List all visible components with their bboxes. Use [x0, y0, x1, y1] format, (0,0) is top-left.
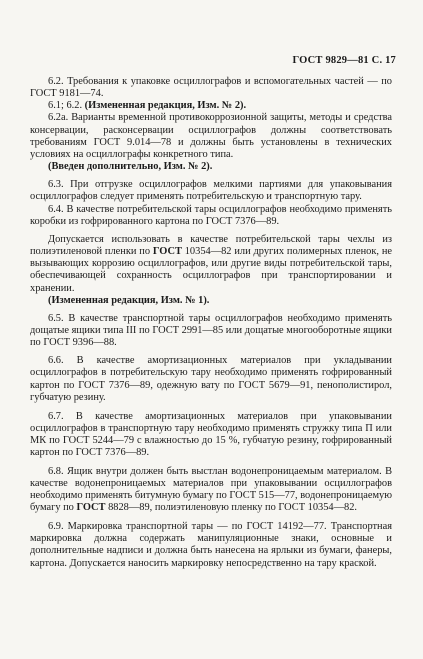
page-header: ГОСТ 9829—81 С. 17: [292, 55, 396, 66]
paragraph: [30, 355, 392, 404]
bold-text: ГОСТ: [152, 246, 182, 258]
text-run: 8828—89, полиэтиленовую пленку по ГОСТ 10354—82.: [105, 502, 357, 513]
text-run: 10354—82 или других полимерных пленок, не вызывающих коррозию осциллографов, или другие виды потребительской тары, обеспечивающей сохранность осциллографов при транспортировании и хранении.: [30, 246, 392, 294]
paragraph: [30, 234, 392, 295]
bold-text: (Измененная редакция, Изм. № 1).: [48, 294, 210, 306]
text-run: 6.5. В качестве транспортной тары осциллографов необходимо применять дощатые ящики типа III по ГОСТ 2991—85 или дощатые многооборотные ящики по ГОСТ 9396—88.: [30, 312, 392, 349]
paragraph: [30, 204, 392, 228]
paragraph: [30, 313, 392, 349]
paragraph: [30, 100, 392, 112]
bold-text: ГОСТ: [76, 502, 106, 513]
paragraph: [30, 521, 392, 570]
paragraph: [30, 112, 392, 161]
text-run: 6.1; 6.2.: [48, 100, 85, 112]
text-run: 6.6. В качестве амортизационных материалов при укладывании осциллографов в потребительскую тару необходимо применять гофрированный картон по ГОСТ 7376—89, одежную вату по ГОСТ 5679—91, пенополистирол, губчатую резину.: [30, 355, 392, 403]
bold-text: (Введен дополнительно, Изм. № 2).: [48, 161, 213, 173]
text-run: 6.9. Маркировка транспортной тары — по ГОСТ 14192—77. Транспортная маркировка должна содержать манипуляционные знаки, основные и дополнительные надписи и должна быть нанесена на ярлыки из бумаги, фанеры, картона. Допускается наносить маркировку непосредственно на тару краской.: [30, 521, 392, 569]
paragraph: [30, 466, 392, 515]
text-run: 6.4. В качестве потребительской тары осциллографов необходимо применять коробки из гофрированного картона по ГОСТ 7376—89.: [30, 203, 392, 227]
paragraph: [30, 161, 392, 173]
text-run: 6.2. Требования к упаковке осциллографов и вспомогательных частей — по ГОСТ 9181—74.: [30, 76, 392, 100]
document-body: [30, 76, 392, 570]
paragraph: [30, 411, 392, 460]
bold-text: (Измененная редакция, Изм. № 2).: [84, 100, 247, 112]
paragraph: [30, 179, 392, 203]
text-run: Допускается использовать в качестве потребительской тары чехлы из полиэтиленовой пленки по: [30, 233, 392, 258]
text-run: 6.8. Ящик внутри должен быть выстлан водонепроницаемым материалом. В качестве водонепроницаемых материалов при упаковывании осциллографов необходимо применять битумную бумагу по ГОСТ 515—77, водонепроницаемую бумагу по: [30, 465, 392, 513]
text-run: 6.7. В качестве амортизационных материалов при упаковывании осциллографов в транспортную тару необходимо применять стружку типа П или МК по ГОСТ 5244—79 с влажностью до 15 %, губчатую резину, гофрированный картон по ГОСТ 7376—89.: [30, 410, 392, 459]
text-run: 6.2а. Варианты временной противокоррозионной защиты, методы и средства консервации, расконсервации осциллографов должны соответствовать требованиям ГОСТ 9.014—78 и должны быть установлены в технических условиях на осциллографы конкретного типа.: [30, 112, 392, 160]
paragraph: [30, 295, 392, 307]
text-run: 6.3. При отгрузке осциллографов мелкими партиями для упаковывания осциллографов следует применять потребительскую и транспортную тару.: [30, 179, 392, 203]
paragraph: [30, 76, 392, 100]
